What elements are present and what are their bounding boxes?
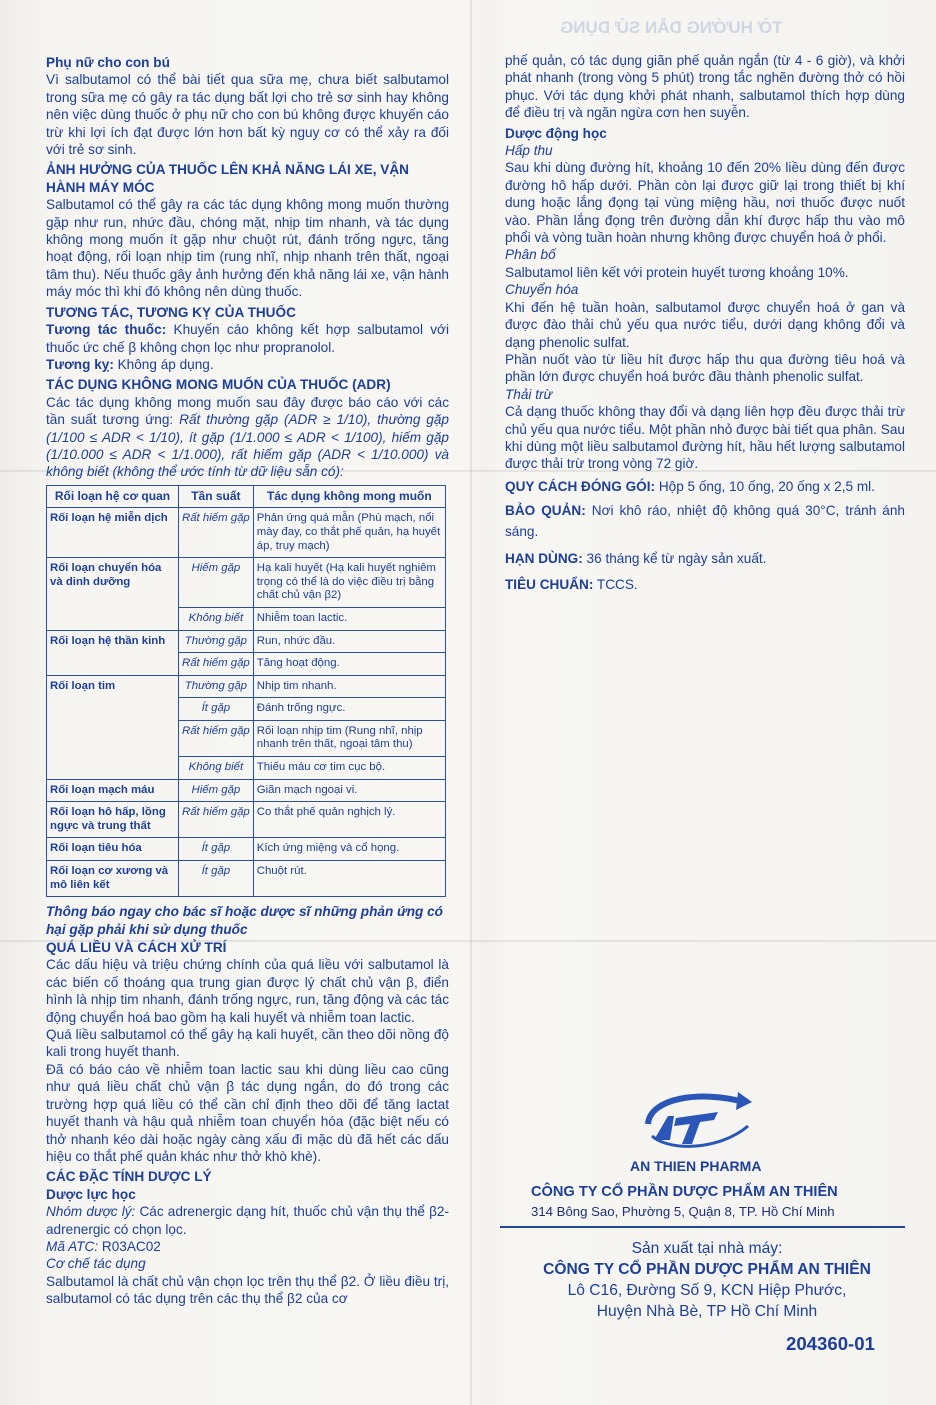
adr-table [46,485,446,897]
pregnancy-text: Vì salbutamol có thể bài tiết qua sữa mẹ, chưa biết salbutamol trong sữa mẹ có gây ra tác dụng bất lợi cho trẻ sơ sinh hay không nên việc dùng thuốc ở phụ nữ cho con bú không được khuyến cáo trừ khi lợi ích đạt được lớn hơn bất kỳ nguy cơ có thể xảy ra đối với trẻ sơ sinh. [46,72,449,158]
effect-cell: Phản ứng quá mẫn (Phù mạch, nổi mày đay, co thắt phế quản, hạ huyết áp, trụy mạch) [253,508,445,558]
frequency-cell: Hiếm gặp [179,779,254,802]
interaction-text: Khuyến cáo không kết hợp salbutamol với thuốc ức chế β không chọn lọc như propranolol. [46,322,449,355]
organ-system-cell: Rối loạn tiêu hóa [47,838,179,861]
frequency-cell: Rất hiếm gặp [179,508,254,558]
metabolism-label: Chuyển hóa [505,282,579,298]
organ-system-cell: Rối loạn hệ thần kinh [47,630,179,675]
incompat-label: Tương kỵ: [46,356,114,372]
adr-frequencies: Rất thường gặp (ADR ≥ 1/10), thường gặp (1/100 ≤ ADR < 1/10), ít gặp (1/1.000 ≤ ADR < 1/100), hiếm gặp (1/10.000 ≤ ADR < 1/1.000), rất hiếm gặp (ADR < 1/10.000) và không biết (không thể ước tính từ dữ liệu sẵn có): [46,412,449,480]
organ-system-cell: Rối loạn chuyển hóa và dinh dưỡng [47,558,179,630]
standard-text: TCCS. [593,576,638,592]
storage-label: BẢO QUẢN: [505,503,586,519]
table-header-row [47,485,446,508]
effect-cell: Kích ứng miệng và cổ họng. [253,838,445,861]
driving-text: Salbutamol có thể gây ra các tác dụng không mong muốn thường gặp như run, nhức đầu, chóng mặt, nhịp tim nhanh, và tác dụng không mong muốn ít gặp như chuột rút, đánh trống ngực, tăng hoạt động, rối loạn nhịp tim (rung nhĩ, nhịp nhanh trên thất, ngoại tâm thu). Nếu thuốc gây ảnh hưởng đến khả năng lái xe, vận hành máy móc thì khi đó không nên dùng thuốc. [46,197,449,300]
overdose-p3: Đã có báo cáo về nhiễm toan lactic sau khi dùng liều cao cũng như quá liều chất chủ vận β tác dụng ngắn, do đó trong các trường hợp quá liều có thể cần chỉ định theo dõi để tăng lactat huyết thanh và hậu quả nhiễm toan chuyển hóa (đặc biệt nếu có thở nhanh kéo dài hoặc ngày càng xấu đi mặc dù đã hết các dấu hiệu co thắt phế quản khác như thở khò khè). [46,1061,449,1164]
standard-label: TIÊU CHUẨN: [505,576,594,592]
pharm-heading: CÁC ĐẶC TÍNH DƯỢC LÝ [46,1169,212,1185]
right-column [505,52,905,593]
adr-intro: Các tác dụng không mong muốn sau đây được báo cáo với các tần suất tương ứng: [46,394,449,428]
frequency-cell: Ít gặp [179,838,254,861]
logo-graphic [640,1088,760,1168]
manufacturer-address-line2: Huyện Nhà Bè, TP Hồ Chí Minh [596,1303,818,1320]
table-row [47,558,446,608]
manufacturer-address-line1: Lô C16, Đường Số 9, KCN Hiệp Phước, [567,1282,847,1299]
effect-cell: Đánh trống ngực. [253,698,445,721]
moa-label: Cơ chế tác dụng [46,1256,146,1272]
frequency-cell: Rất hiếm gặp [179,653,254,676]
overdose-p2: Quá liều salbutamol có thể gây hạ kali huyết, cần theo dõi nồng độ kali trong huyết thanh. [46,1027,449,1060]
incompat-paragraph [46,356,449,373]
table-row [47,779,446,802]
effect-cell: Run, nhức đầu. [253,630,445,653]
adr-intro-paragraph [46,394,449,481]
pk-heading: Dược động học [505,125,607,141]
frequency-cell: Ít gặp [179,698,254,721]
effect-cell: Hạ kali huyết (Hạ kali huyết nghiêm trọng có thể là do việc điều trị bằng chất chủ vận β2) [253,558,445,608]
organ-system-cell: Rối loạn hệ miễn dịch [47,508,179,558]
manufacturer-label: Sản xuất tại nhà máy: [631,1240,783,1257]
driving-heading: ẢNH HƯỞNG CỦA THUỐC LÊN KHẢ NĂNG LÁI XE, VẬN HÀNH MÁY MÓC [46,162,409,195]
effect-cell: Nhịp tim nhanh. [253,675,445,698]
effect-cell: Thiếu máu cơ tim cục bộ. [253,757,445,780]
frequency-cell: Không biết [179,607,254,630]
organ-system-cell: Rối loạn cơ xương và mô liên kết [47,861,179,897]
shelf-life-label: HẠN DÙNG: [505,551,583,567]
packaging-text: Hộp 5 ống, 10 ống, 20 ống x 2,5 ml. [655,478,875,494]
effect-cell: Co thắt phế quản nghịch lý. [253,802,445,838]
an-thien-logo-icon [640,1088,760,1168]
table-row [47,838,446,861]
overdose-p1: Các dấu hiệu và triệu chứng chính của quá liều với salbutamol là các biến cố thoáng qua trung gian được lý chất chủ vận β, điển hình là nhịp tim nhanh, đánh trống ngực, run, tăng động và các tác động chuyển hoá bao gồm hạ kali huyết và nhiễm toan lactic. [46,957,449,1025]
shelf-life-text: 36 tháng kể từ ngày sản xuất. [582,551,767,567]
organ-system-cell: Rối loạn hô hấp, lồng ngực và trung thất [47,802,179,838]
frequency-cell: Thường gặp [179,630,254,653]
company-name: CÔNG TY CỔ PHẦN DƯỢC PHẨM AN THIÊN [531,1184,838,1200]
notify-text: Thông báo ngay cho bác sĩ hoặc dược sĩ những phản ứng có hại gặp phải khi sử dụng thuốc [46,904,443,937]
frequency-cell: Rất hiếm gặp [179,802,254,838]
interaction-paragraph [46,321,449,356]
packaging-paragraph [505,478,905,495]
frequency-cell: Không biết [179,757,254,780]
column-header: Tác dụng không mong muốn [253,485,445,508]
frequency-cell: Rất hiếm gặp [179,720,254,756]
storage-paragraph [505,500,905,542]
moa-text: Salbutamol là chất chủ vận chọn lọc trên thụ thể β2. Ở liều điều trị, salbutamol có tác dụng trên các thụ thể β2 của cơ [46,1273,449,1307]
document-code: 204360-01 [786,1333,875,1354]
left-column [46,54,449,1308]
organ-system-cell: Rối loạn mạch máu [47,779,179,802]
storage-text: Nơi khô ráo, nhiệt độ không quá 30°C, tránh ánh sáng. [505,503,905,540]
packaging-label: QUY CÁCH ĐÓNG GÓI: [505,478,656,494]
pd-heading: Dược lực học [46,1186,136,1202]
fold-line [470,0,472,1405]
table-row [47,630,446,653]
effect-cell: Chuột rút. [253,861,445,897]
company-address: 314 Bông Sao, Phường 5, Quận 8, TP. Hồ Chí Minh [531,1204,835,1219]
standard-paragraph [505,576,905,593]
group-label: Nhóm dược lý: [46,1204,136,1220]
effect-cell: Giãn mạch ngoại vi. [253,779,445,802]
overdose-heading: QUÁ LIỀU VÀ CÁCH XỬ TRÍ [46,940,227,956]
brand-name: AN THIEN PHARMA [630,1158,762,1174]
atc-label: Mã ATC: [46,1238,99,1254]
absorption-label: Hấp thu [505,143,553,159]
table-row [47,802,446,838]
frequency-cell: Thường gặp [179,675,254,698]
organ-system-cell: Rối loạn tim [47,675,179,779]
metabolism-p2: Phần nuốt vào từ liều hít được hấp thu qua đường tiêu hoá và phần lớn được chuyển hoá bước đầu thành phenolic sulfat. [505,351,905,385]
table-row [47,508,446,558]
table-row [47,861,446,897]
pregnancy-heading: Phụ nữ cho con bú [46,55,170,70]
pd-continued-text: phế quản, có tác dụng giãn phế quản ngắn (từ 4 - 6 giờ), và khởi phát nhanh (trong vòng 5 phút) trong tắc nghẽn đường thở có hồi phục. Với tác dụng khởi phát nhanh, salbutamol thích hợp dùng để điều trị và ngăn ngừa cơn hen suyễn. [505,53,905,121]
adr-heading: TÁC DỤNG KHÔNG MONG MUỐN CỦA THUỐC (ADR) [46,377,391,393]
shelf-life-paragraph [505,550,905,567]
atc-paragraph [46,1238,449,1255]
effect-cell: Rối loạn nhịp tim (Rung nhĩ, nhịp nhanh trên thất, ngoại tâm thu) [253,720,445,756]
divider [500,1226,905,1228]
interaction-heading: TƯƠNG TÁC, TƯƠNG KỴ CỦA THUỐC [46,304,296,320]
show-through-text: TỜ HƯỚNG DẪN SỬ DỤNG [560,18,783,37]
table-row [47,675,446,698]
manufacturer-company: CÔNG TY CỔ PHẦN DƯỢC PHẨM AN THIÊN [543,1261,871,1278]
elimination-label: Thải trừ [505,386,553,402]
atc-text: R03AC02 [98,1238,161,1254]
distribution-label: Phân bố [505,247,556,263]
column-header: Tần suất [179,485,254,508]
distribution-text: Salbutamol liên kết với protein huyết tương khoảng 10%. [505,264,849,280]
interaction-label: Tương tác thuốc: [46,322,167,338]
incompat-text: Không áp dụng. [113,356,214,372]
metabolism-p1: Khi đến hệ tuần hoàn, salbutamol được chuyển hoá ở gan và được đào thải chủ yếu qua nước tiểu, dưới dạng không đổi và dạng phenolic sulfat. [505,299,905,350]
effect-cell: Tăng hoạt động. [253,653,445,676]
effect-cell: Nhiễm toan lactic. [253,607,445,630]
column-header: Rối loạn hệ cơ quan [47,485,179,508]
group-text: Các adrenergic dạng hít, thuốc chủ vận thụ thể β2-adrenergic có chọn lọc. [46,1204,449,1237]
frequency-cell: Ít gặp [179,861,254,897]
adr-table-body [47,508,446,897]
group-paragraph [46,1203,449,1238]
frequency-cell: Hiếm gặp [179,558,254,608]
elimination-text: Cả dạng thuốc không thay đổi và dạng liên hợp đều được thải trừ chủ yếu qua nước tiểu. Một phần nhỏ được bài tiết qua phân. Sau khi dùng một liều salbutamol đường hít, hầu hết lượng salbutamol được thải trừ trong vòng 72 giờ. [505,404,905,472]
absorption-text: Sau khi dùng đường hít, khoảng 10 đến 20% liều dùng đến được đường hô hấp dưới. Phần còn lại được giữ lại trong thiết bị khí dung hoặc lắng đọng tại vùng miệng hầu, nơi thuốc được nuốt vào. Phần lắng đọng trên đường dẫn khí được hấp thu vào mô phổi và vòng tuần hoàn nhưng không được chuyển hoá ở phổi. [505,160,905,246]
